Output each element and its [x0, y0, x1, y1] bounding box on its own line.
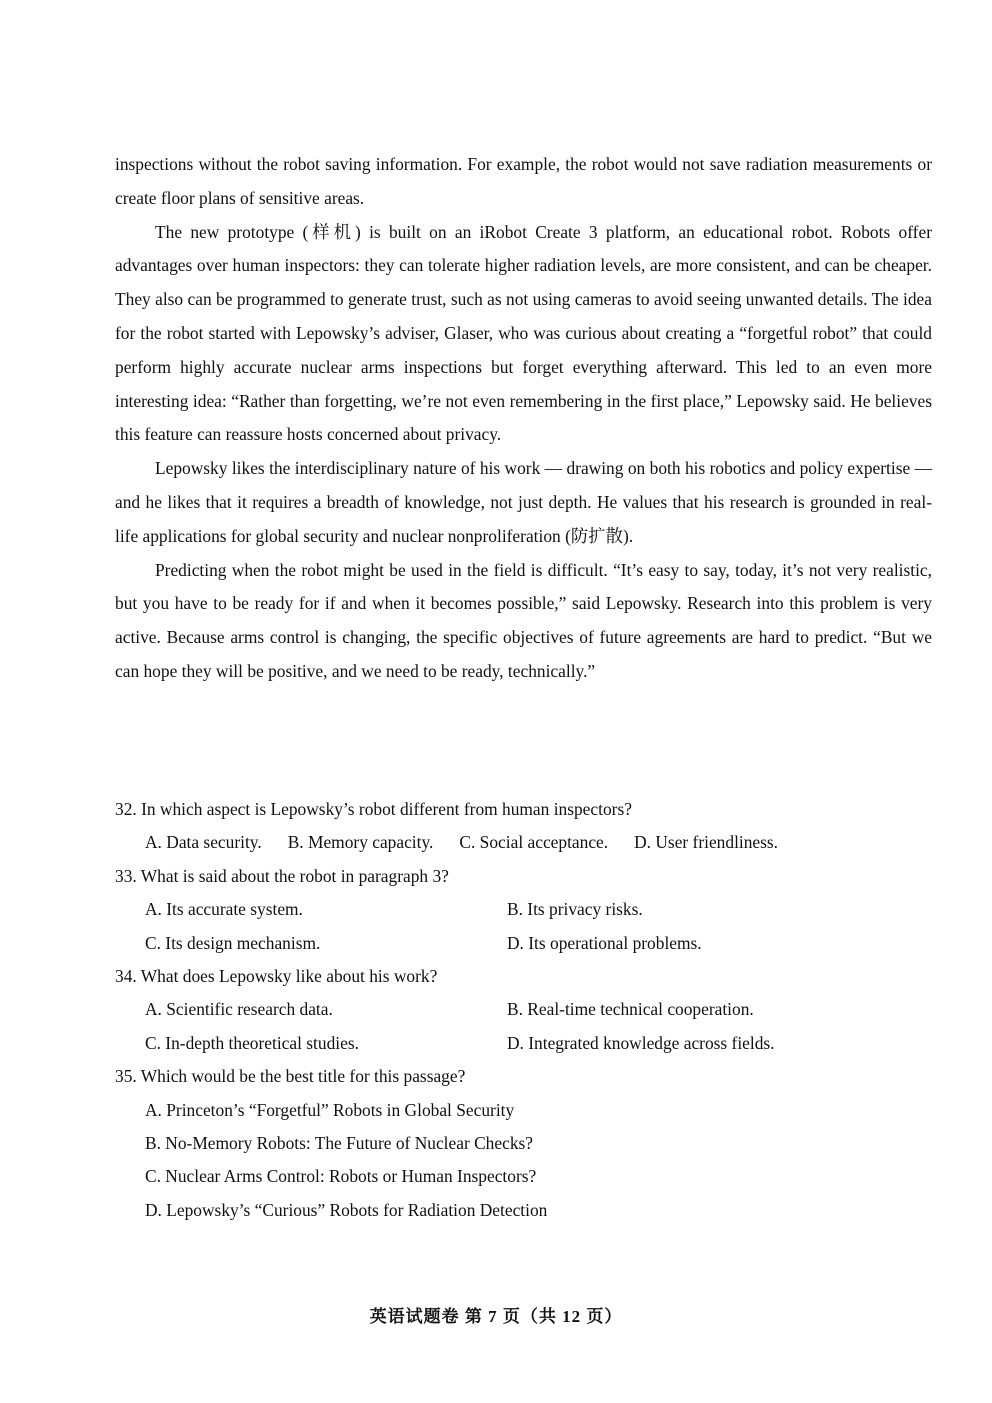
option-c: C. Nuclear Arms Control: Robots or Human Inspectors? — [145, 1166, 537, 1187]
option-d: D. Integrated knowledge across fields. — [507, 1032, 775, 1053]
option-b: B. No-Memory Robots: The Future of Nuclear Checks? — [145, 1133, 533, 1154]
option-a: A. Princeton’s “Forgetful” Robots in Global Security — [145, 1099, 515, 1120]
option-d: D. Lepowsky’s “Curious” Robots for Radiation Detection — [145, 1199, 548, 1220]
question-stem: 33. What is said about the robot in paragraph 3? — [115, 865, 449, 886]
reading-passage — [115, 148, 932, 689]
option-row — [115, 1027, 932, 1060]
question-35 — [115, 1060, 932, 1227]
option-a: A. Scientific research data. — [145, 999, 333, 1020]
option-c: C. Its design mechanism. — [145, 932, 321, 953]
passage-paragraph-3: Lepowsky likes the interdisciplinary nature of his work — drawing on both his robotics and policy expertise — and he likes that it requires a breadth of knowledge, not just depth. He values that his research is grounded in real-life applications for global security and nuclear nonproliferation (防扩散). — [115, 458, 932, 546]
option-row — [115, 927, 932, 960]
option-b: B. Its privacy risks. — [507, 899, 643, 920]
option-c: C. Social acceptance. — [459, 832, 609, 853]
option-b: B. Real-time technical cooperation. — [507, 999, 754, 1020]
option-row — [115, 826, 932, 859]
question-32 — [115, 793, 932, 860]
passage-paragraph-2: The new prototype (样机) is built on an iRobot Create 3 platform, an educational robot. Robots offer advantages over human inspectors: they can tolerate higher radiation levels, are more consistent, and can be cheaper. They also can be programmed to generate trust, such as not using cameras to avoid seeing unwanted details. The idea for the robot started with Lepowsky’s adviser, Glaser, who was curious about creating a “forgetful robot” that could perform highly accurate nuclear arms inspections but forget everything afterward. This led to an even more interesting idea: “Rather than forgetting, we’re not even remembering in the first place,” Lepowsky said. He believes this feature can reassure hosts concerned about privacy. — [115, 221, 932, 445]
question-list — [115, 793, 932, 1227]
passage-paragraph-1: inspections without the robot saving information. For example, the robot would not save radiation measurements or create floor plans of sensitive areas. — [115, 154, 932, 208]
passage-paragraph-4: Predicting when the robot might be used in the field is difficult. “It’s easy to say, today, it’s not very realistic, but you have to be ready for if and when it becomes possible,” said Lepowsky. Research into this problem is very active. Because arms control is changing, the specific objectives of future agreements are hard to predict. “But we can hope they will be positive, and we need to be ready, technically.” — [115, 559, 932, 681]
page-footer: 英语试题卷 第 7 页（共 12 页） — [369, 1307, 623, 1326]
question-stem: 35. Which would be the best title for this passage? — [115, 1066, 466, 1087]
option-row — [115, 993, 932, 1026]
option-a: A. Its accurate system. — [145, 899, 303, 920]
option-d: D. User friendliness. — [634, 832, 779, 853]
question-33 — [115, 860, 932, 960]
option-b: B. Memory capacity. — [287, 832, 434, 853]
option-a: A. Data security. — [145, 832, 262, 853]
option-row — [115, 893, 932, 926]
question-stem: 34. What does Lepowsky like about his work? — [115, 966, 438, 987]
question-34 — [115, 960, 932, 1060]
option-d: D. Its operational problems. — [507, 932, 702, 953]
option-c: C. In-depth theoretical studies. — [145, 1032, 359, 1053]
question-stem: 32. In which aspect is Lepowsky’s robot different from human inspectors? — [115, 799, 632, 819]
